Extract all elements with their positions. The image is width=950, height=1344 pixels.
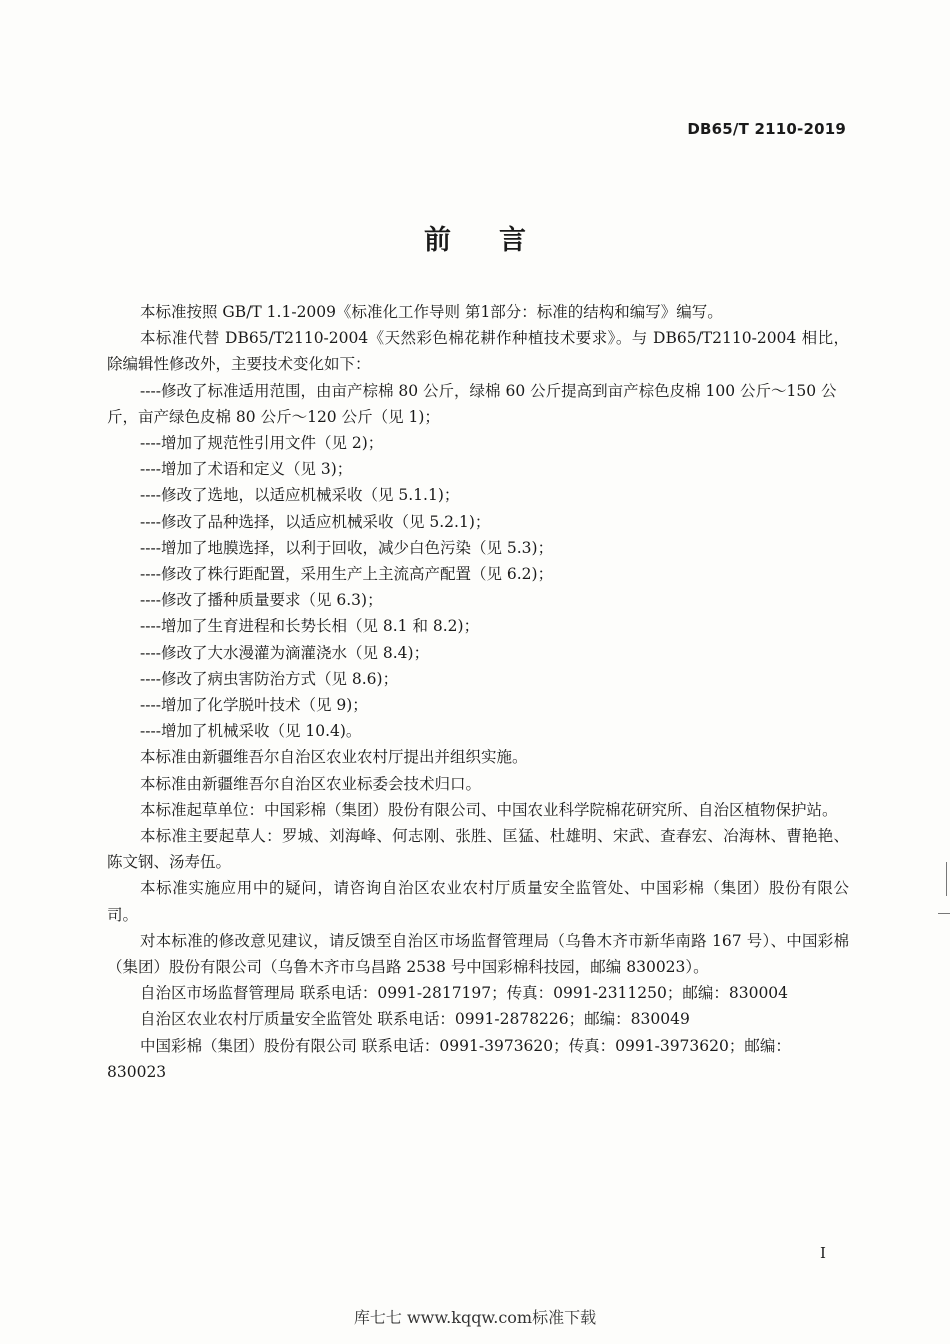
info-paragraph: 对本标准的修改意见建议，请反馈至自治区市场监督管理局（乌鲁木齐市新华南路 167 号）、中国彩棉（集团）股份有限公司（乌鲁木齐市乌昌路 2538 号中国彩棉科技园，邮编 830023）。 (107, 931, 849, 977)
change-item: ----修改了播种质量要求（见 6.3)； (140, 591, 383, 610)
scan-mark (938, 913, 950, 914)
page-number: I (820, 1244, 826, 1262)
change-item: ----修改了标准适用范围，由亩产棕棉 80 公斤，绿棉 60 公斤提高到亩产棕色皮棉 100 公斤～150 公斤，亩产绿色皮棉 80 公斤～120 公斤（见 1)； (107, 381, 837, 426)
change-item: ----增加了机械采收（见 10.4)。 (140, 722, 362, 741)
change-item: ----修改了病虫害防治方式（见 8.6)； (140, 669, 399, 688)
intro-paragraph: 本标准代替 DB65/T2110-2004《天然彩色棉花耕作种植技术要求》。与 DB65/T2110-2004 相比，除编辑性修改外，主要技术变化如下： (107, 329, 849, 374)
info-paragraph: 本标准由新疆维吾尔自治区农业标委会技术归口。 (140, 774, 482, 793)
change-item: ----增加了地膜选择，以利于回收，减少白色污染（见 5.3)； (140, 538, 554, 557)
standard-code: DB65/T 2110-2019 (687, 120, 846, 138)
change-item: ----增加了化学脱叶技术（见 9)； (140, 696, 368, 715)
scan-mark (946, 862, 947, 896)
footer-watermark: 库七七 www.kqqw.com标准下载 (353, 1308, 597, 1327)
page-title: 前言 (424, 225, 574, 256)
change-item: ----增加了规范性引用文件（见 2)； (140, 434, 384, 453)
contact-line: 自治区农业农村厅质量安全监管处 联系电话：0991-2878226；邮编：830049 (140, 1010, 690, 1029)
change-item: ----修改了大水漫灌为滴灌浇水（见 8.4)； (140, 643, 430, 662)
info-paragraph: 本标准起草单位：中国彩棉（集团）股份有限公司、中国农业科学院棉花研究所、自治区植物保护站。 (140, 800, 838, 819)
change-item: ----修改了选地，以适应机械采收（见 5.1.1)； (140, 486, 460, 505)
intro-paragraph: 本标准按照 GB/T 1.1-2009《标准化工作导则 第1部分：标准的结构和编写》编写。 (140, 303, 723, 321)
info-paragraph: 本标准实施应用中的疑问，请咨询自治区农业农村厅质量安全监管处、中国彩棉（集团）股份有限公司。 (107, 879, 849, 924)
document-body (107, 299, 849, 1085)
contact-line: 自治区市场监督管理局 联系电话：0991-2817197；传真：0991-2311250；邮编：830004 (140, 984, 789, 1003)
change-item: ----增加了生育进程和长势长相（见 8.1 和 8.2)； (140, 617, 480, 636)
info-paragraph: 本标准主要起草人：罗城、刘海峰、何志刚、张胜、匡猛、杜雄明、宋武、查春宏、冶海林、曹艳艳、陈文钢、汤寿伍。 (107, 827, 849, 872)
change-item: ----修改了株行距配置，采用生产上主流高产配置（见 6.2)； (140, 565, 554, 584)
change-item: ----修改了品种选择，以适应机械采收（见 5.2.1)； (140, 512, 491, 531)
info-paragraph: 本标准由新疆维吾尔自治区农业农村厅提出并组织实施。 (140, 748, 528, 767)
change-item: ----增加了术语和定义（见 3)； (140, 460, 353, 479)
contact-line: 中国彩棉（集团）股份有限公司 联系电话：0991-3973620；传真：0991-3973620；邮编：830023 (107, 1036, 791, 1081)
